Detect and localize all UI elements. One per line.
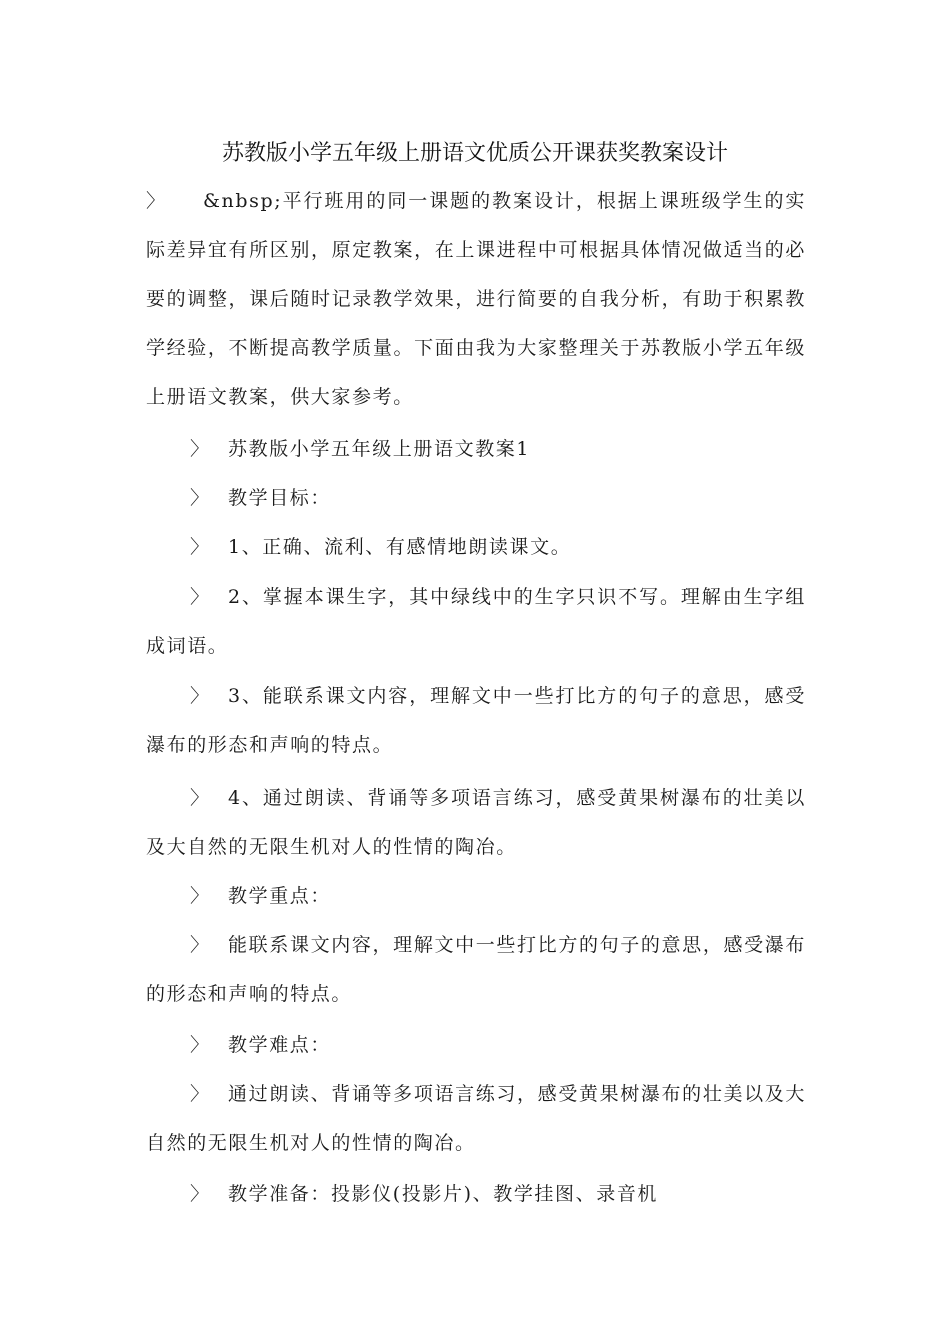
bullet-marker-icon: 〉 xyxy=(190,536,211,558)
paragraph-text: 通过朗读、背诵等多项语言练习，感受黄果树瀑布的壮美以及大自然的无限生机对人的性情的陶冶。 xyxy=(146,1083,806,1154)
paragraph xyxy=(146,474,806,523)
bullet-marker-icon: 〉 xyxy=(190,934,211,956)
paragraph-text: 3、能联系课文内容，理解文中一些打比方的句子的意思，感受瀑布的形态和声响的特点。 xyxy=(146,685,806,756)
bullet-marker-icon: 〉 xyxy=(190,438,211,460)
paragraph-text: 教学难点： xyxy=(228,1034,332,1056)
bullet-marker-icon: 〉 xyxy=(146,190,167,212)
paragraph-text: 2、掌握本课生字，其中绿线中的生字只识不写。理解由生字组成词语。 xyxy=(146,586,806,657)
paragraph xyxy=(146,872,806,921)
bullet-marker-icon: 〉 xyxy=(190,1183,211,1205)
paragraph-text: 1、正确、流利、有感情地朗读课文。 xyxy=(228,536,572,558)
paragraph xyxy=(146,573,806,671)
bullet-marker-icon: 〉 xyxy=(190,1034,211,1056)
paragraph-text: 教学准备：投影仪(投影片)、教学挂图、录音机 xyxy=(228,1183,659,1205)
bullet-marker-icon: 〉 xyxy=(190,685,211,707)
bullet-marker-icon: 〉 xyxy=(190,487,211,509)
paragraph-text: 能联系课文内容，理解文中一些打比方的句子的意思，感受瀑布的形态和声响的特点。 xyxy=(146,934,806,1005)
paragraph-text: 教学目标： xyxy=(228,487,332,509)
bullet-marker-icon: 〉 xyxy=(190,586,211,608)
bullet-marker-icon: 〉 xyxy=(190,1083,211,1105)
paragraph-text: 4、通过朗读、背诵等多项语言练习，感受黄果树瀑布的壮美以及大自然的无限生机对人的性情的陶冶。 xyxy=(146,787,806,858)
bullet-marker-icon: 〉 xyxy=(190,885,211,907)
paragraph-text: 教学重点： xyxy=(228,885,332,907)
paragraph xyxy=(146,672,806,770)
paragraph xyxy=(146,1070,806,1168)
document-title: 苏教版小学五年级上册语文优质公开课获奖教案设计 xyxy=(221,141,728,166)
paragraph xyxy=(146,921,806,1019)
paragraph xyxy=(146,1021,806,1070)
paragraph-text: 苏教版小学五年级上册语文教案1 xyxy=(228,438,531,460)
paragraph xyxy=(146,425,806,474)
paragraph xyxy=(146,1170,806,1219)
intro-paragraph xyxy=(146,177,806,422)
paragraph xyxy=(146,774,806,872)
bullet-marker-icon: 〉 xyxy=(190,787,211,809)
paragraph-text: &nbsp;平行班用的同一课题的教案设计，根据上课班级学生的实际差异宜有所区别，原定教案，在上课进程中可根据具体情况做适当的必要的调整，课后随时记录教学效果，进行简要的自我分析，有助于积累教学经验，不断提高教学质量。下面由我为大家整理关于苏教版小学五年级上册语文教案，供大家参考。 xyxy=(146,190,806,408)
paragraph xyxy=(146,523,806,572)
